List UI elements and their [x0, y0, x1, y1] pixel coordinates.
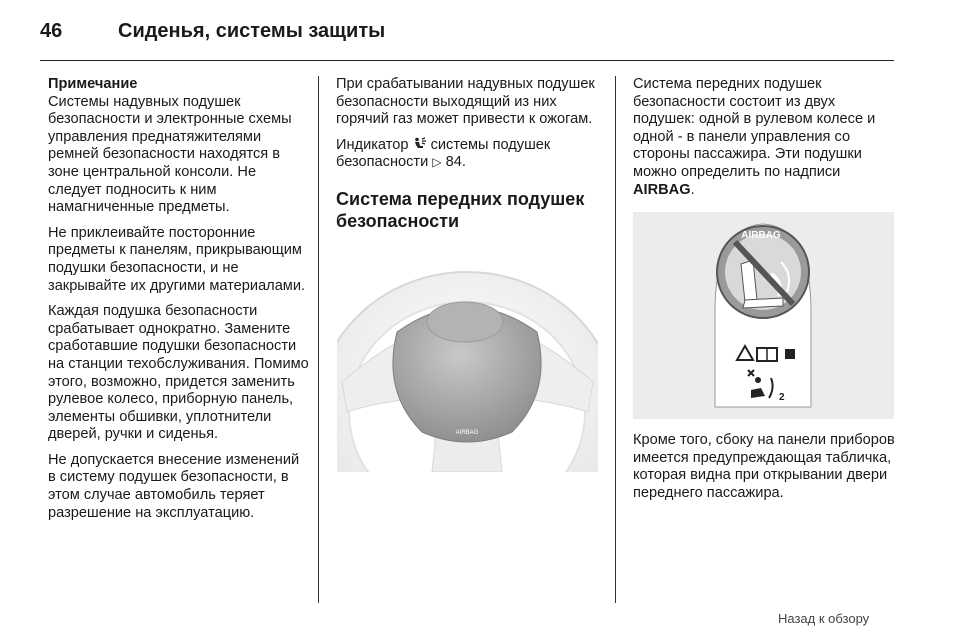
page-ref-arrow-icon: ▷ — [432, 155, 442, 170]
column-right — [633, 76, 895, 207]
column-middle — [336, 76, 604, 232]
steering-wheel-illustration — [337, 262, 598, 472]
page-title: Сиденья, системы защиты — [118, 20, 386, 42]
indicator-prefix: Индикатор — [336, 136, 409, 153]
header-divider — [40, 60, 894, 61]
front-airbags-end: . — [690, 181, 695, 198]
label-seat-number: 2 — [779, 392, 785, 403]
square-symbol-icon — [785, 349, 795, 359]
note-title: Примечание — [48, 76, 138, 92]
airbag-marking-word: AIRBAG — [633, 181, 691, 198]
note-paragraph-4: Не допускается внесение изменений в систему подушек безопасности, в этом случае автомобиль теряет разрешение на эксплуатацию. — [48, 451, 300, 521]
label-airbag-word: AIRBAG — [741, 230, 781, 241]
column-left — [48, 76, 310, 530]
column-divider-right — [615, 76, 616, 603]
front-airbags-text: Система передних подушек безопасности состоит из двух подушек: одной в рулевом колесе и одной - в панели управления со стороны пассажира. Эти подушки можно определить по надписи — [633, 76, 876, 180]
page-ref-link[interactable]: 84. — [445, 154, 466, 171]
section-heading: Система передних подушек безопасности — [336, 188, 585, 231]
indicator-mid: системы подушек безопасности — [336, 136, 551, 171]
back-to-overview-link[interactable]: Назад к обзору — [778, 611, 870, 626]
airbag-warning-label-illustration — [633, 212, 894, 419]
column-divider-left — [318, 76, 319, 603]
wheel-airbag-label: AIRBAG — [455, 430, 479, 436]
note-paragraph-2: Не приклеивайте посторонние предметы к панелям, прикрывающим подушки безопасности, и не закрывайте их другими материалами. — [48, 224, 306, 294]
warning-label-paragraph: Кроме того, сбоку на панели приборов имеется предупреждающая табличка, которая видна при открывании двери переднего пассажира. — [633, 432, 895, 501]
front-airbags-paragraph — [633, 76, 895, 199]
note-paragraph-3: Каждая подушка безопасности срабатывает однократно. Замените сработавшие подушки безопасности на станции техобслуживания. Помимо этого, возможно, придется заменить рулевое колесо, приборную панель, элементы обшивки, уплотнители дверей, ручки и сиденья. — [48, 303, 309, 443]
page-number: 46 — [40, 20, 63, 42]
note-paragraph-1: Системы надувных подушек безопасности и электронные схемы управления преднатяжителями ремней безопасности находятся в зоне центральной консоли. Не следует подносить к ним намагниченные предметы. — [48, 93, 292, 216]
indicator-paragraph — [336, 137, 604, 172]
burn-warning-paragraph: При срабатывании надувных подушек безопасности выходящий из них горячий газ может привести к ожогам. — [336, 76, 595, 128]
airbag-indicator-icon — [413, 137, 427, 151]
